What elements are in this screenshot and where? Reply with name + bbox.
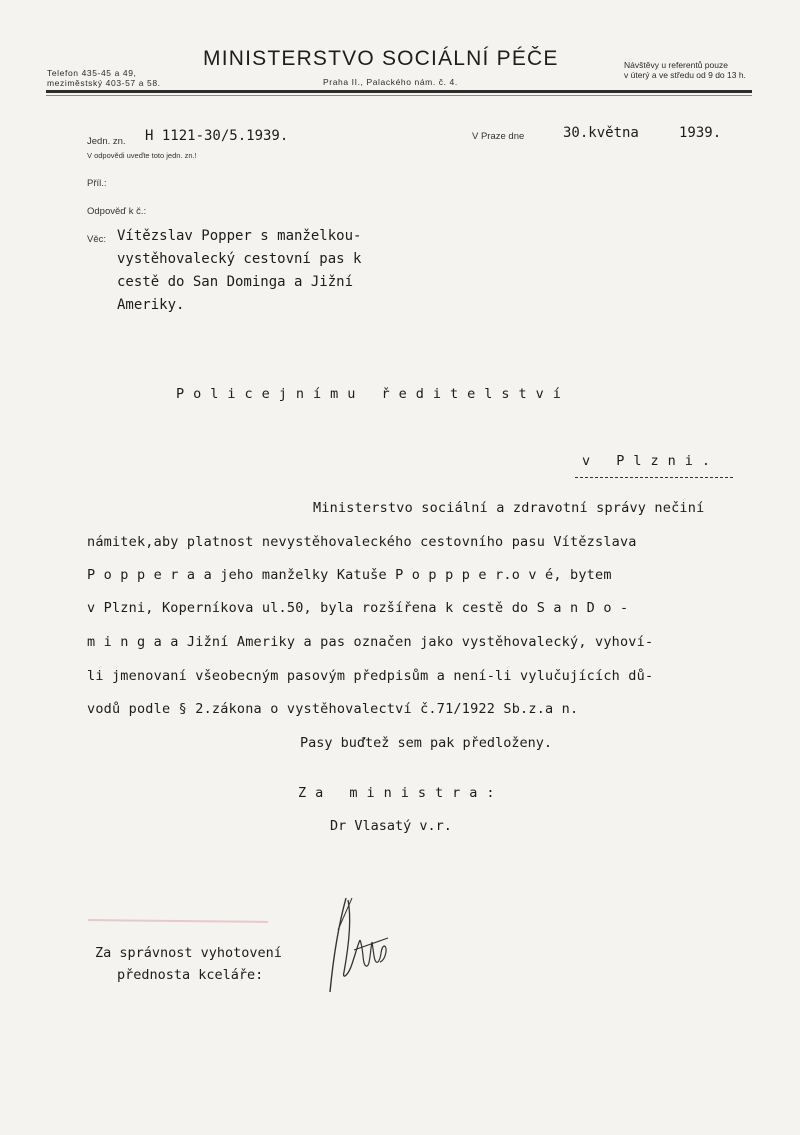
date-value: 30.května bbox=[563, 125, 639, 141]
recipient-line-2: v Plzni. bbox=[582, 453, 720, 469]
ref-note: V odpovědi uveďte toto jedn. zn.! bbox=[87, 151, 197, 160]
minister-signature-name: Dr Vlasatý v.r. bbox=[330, 818, 452, 834]
reply-label: Odpověď k č.: bbox=[87, 206, 147, 217]
subject-line-3: cestě do San Dominga a Jižní bbox=[117, 274, 354, 290]
body-line-3: P o p p e r a a jeho manželky Katuše P o p p p e r.o v é, bytem bbox=[87, 567, 612, 583]
recipient-underline bbox=[575, 477, 733, 478]
pink-mark bbox=[88, 919, 268, 923]
certification-line-2: přednosta kceláře: bbox=[117, 967, 264, 983]
ministry-title: MINISTERSTVO SOCIÁLNÍ PÉČE bbox=[203, 47, 559, 70]
letterhead-visits bbox=[624, 60, 746, 80]
letterhead-rule bbox=[46, 90, 752, 93]
ref-value: H 1121-30/5.1939. bbox=[145, 128, 289, 144]
body-line-7: vodů podle § 2.zákona o vystěhovalectví č.71/1922 Sb.z.a n. bbox=[87, 701, 579, 717]
subject-line-2: vystěhovalecký cestovní pas k bbox=[117, 251, 362, 267]
passes-line: Pasy buďtež sem pak předloženy. bbox=[300, 735, 552, 751]
for-minister: Za ministra: bbox=[298, 785, 504, 801]
certification-line-1: Za správnost vyhotovení bbox=[95, 945, 282, 961]
date-label: V Praze dne bbox=[472, 131, 525, 142]
letterhead-rule-thin bbox=[46, 95, 752, 96]
phone-line-2: meziměstský 403-57 a 58. bbox=[47, 78, 161, 88]
phone-line-1: Telefon 435-45 a 49, bbox=[47, 68, 137, 78]
letterhead-phone bbox=[47, 68, 161, 88]
visits-line-2: v úterý a ve středu od 9 do 13 h. bbox=[624, 70, 746, 80]
attachment-label: Příl.: bbox=[87, 178, 107, 189]
subject-line-1: Vítězslav Popper s manželkou- bbox=[117, 228, 362, 244]
body-line-5: m i n g a a Jižní Ameriky a pas označen jako vystěhovalecký, vyhoví- bbox=[87, 634, 654, 650]
handwritten-signature-icon bbox=[318, 880, 398, 1000]
body-line-2: námitek,aby platnost nevystěhovaleckého cestovního pasu Vítězslava bbox=[87, 534, 637, 550]
year-value: 1939. bbox=[679, 125, 722, 141]
ministry-address: Praha II., Palackého nám. č. 4. bbox=[323, 77, 458, 87]
recipient-line-1: Policejnímu ředitelství bbox=[176, 386, 570, 402]
subject-line-4: Ameriky. bbox=[117, 297, 185, 313]
body-line-6: li jmenovaní všeobecným pasovým předpisům a není-li vylučujících dů- bbox=[87, 668, 654, 684]
body-line-4: v Plzni, Koperníkova ul.50, byla rozšířena k cestě do S a n D o - bbox=[87, 600, 629, 616]
ref-label: Jedn. zn. bbox=[87, 136, 126, 147]
subject-label: Věc: bbox=[87, 234, 107, 245]
visits-line-1: Návštěvy u referentů pouze bbox=[624, 60, 728, 70]
body-line-1: Ministerstvo sociální a zdravotní správy nečiní bbox=[313, 500, 705, 516]
